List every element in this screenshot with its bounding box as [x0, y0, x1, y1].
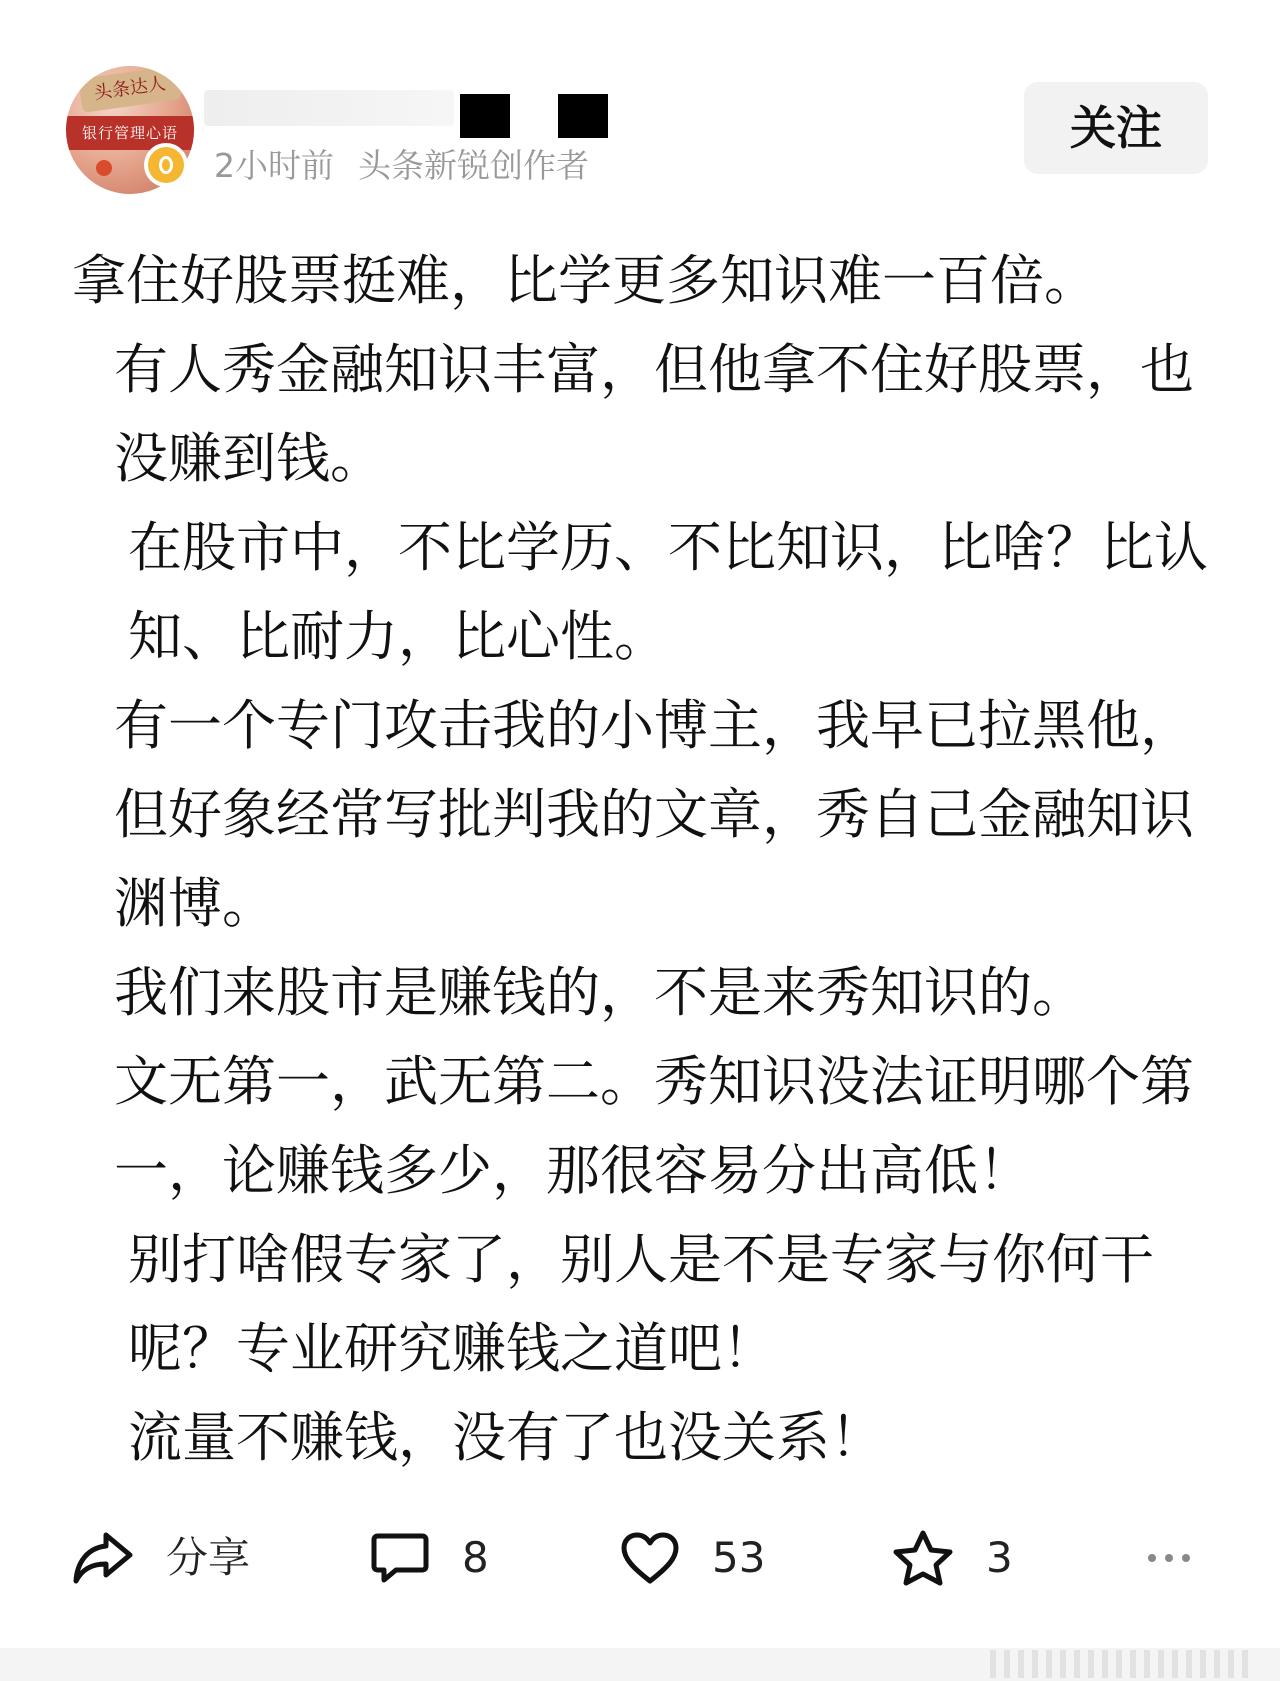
- more-icon: [1148, 1508, 1190, 1608]
- avatar-roof-text: 头条达人: [78, 66, 182, 113]
- post-paragraph: 有人秀金融知识丰富，但他拿不住好股票，也没赚到钱。: [114, 338, 1194, 490]
- author-name-redacted[interactable]: [204, 86, 624, 134]
- avatar-banner-text: 银行管理心语: [66, 116, 194, 150]
- post-content: [72, 236, 1212, 1482]
- bottom-strip: [0, 1648, 1280, 1681]
- post-paragraph: 文无第一，武无第二。秀知识没法证明哪个第一，论赚钱多少，那很容易分出高低！: [114, 1050, 1194, 1202]
- share-label: 分享: [166, 1533, 251, 1582]
- like-count: 53: [712, 1533, 766, 1582]
- post-paragraph: 拿住好股票挺难，比学更多知识难一百倍。: [72, 249, 1098, 312]
- favorite-button[interactable]: [892, 1508, 1013, 1608]
- post-header: [0, 0, 1280, 220]
- star-icon: [892, 1529, 954, 1587]
- like-button[interactable]: [620, 1508, 765, 1608]
- post-paragraph: 别打啥假专家了，别人是不是专家与你何干呢？专业研究赚钱之道吧！: [128, 1228, 1154, 1380]
- share-icon: [72, 1531, 134, 1585]
- watermark-decoration: [990, 1650, 1250, 1678]
- favorite-count: 3: [986, 1533, 1013, 1582]
- comment-icon: [370, 1530, 430, 1586]
- follow-button[interactable]: 关注: [1024, 82, 1208, 174]
- author-source: 头条新锐创作者: [358, 146, 589, 185]
- post-paragraph: 流量不赚钱，没有了也没关系！: [128, 1406, 884, 1469]
- heart-icon: [620, 1531, 680, 1585]
- more-button[interactable]: [1148, 1508, 1190, 1608]
- post-paragraph: 在股市中，不比学历、不比知识，比啥？比认知、比耐力，比心性。: [128, 516, 1208, 668]
- post-paragraph: 我们来股市是赚钱的，不是来秀知识的。: [114, 961, 1086, 1024]
- post-paragraph: 有一个专门攻击我的小博主，我早已拉黑他，但好象经常写批判我的文章，秀自己金融知识渊博。: [114, 694, 1194, 935]
- avatar-decoration: [96, 160, 112, 176]
- action-bar: [0, 1508, 1280, 1608]
- comment-button[interactable]: [370, 1508, 489, 1608]
- comment-count: 8: [462, 1533, 489, 1582]
- post-time: 2小时前: [214, 146, 334, 185]
- share-button[interactable]: [72, 1508, 250, 1608]
- post-meta: [214, 142, 589, 190]
- verified-badge-icon: [144, 143, 188, 187]
